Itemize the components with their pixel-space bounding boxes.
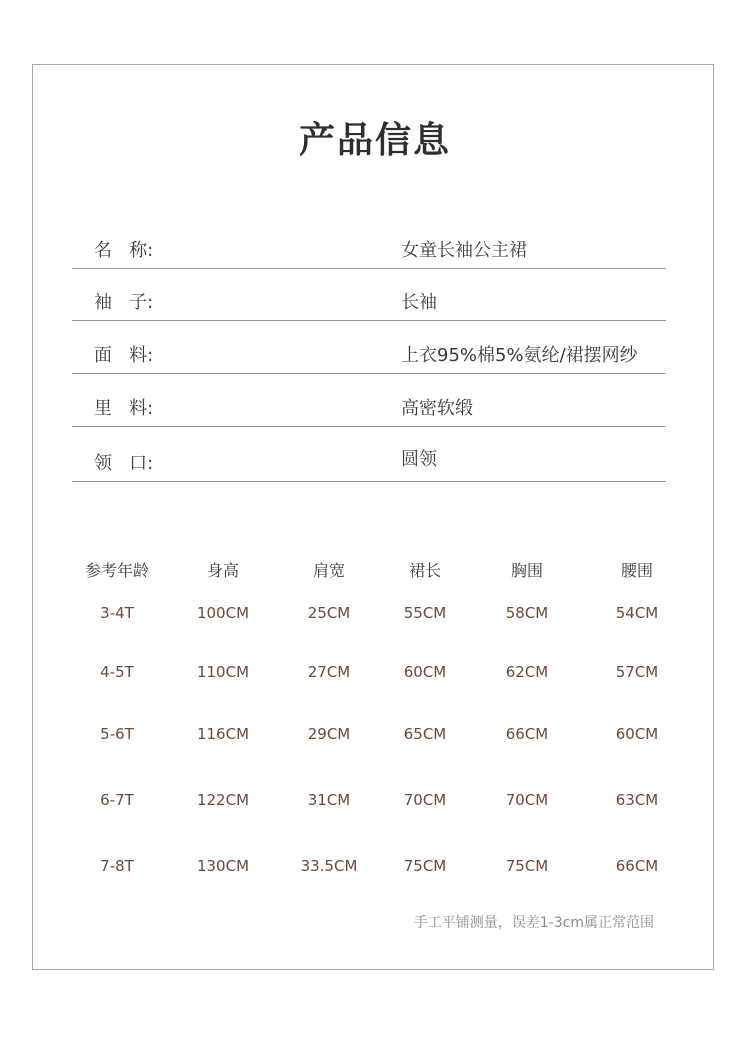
header-cell: 裙长 bbox=[408, 561, 441, 580]
info-value: 长袖 bbox=[401, 292, 437, 313]
table-cell: 116CM bbox=[196, 725, 250, 743]
info-label: 里 料: bbox=[94, 398, 154, 419]
info-value: 女童长袖公主裙 bbox=[401, 240, 527, 261]
table-cell: 75CM bbox=[403, 857, 447, 875]
header-cell: 参考年龄 bbox=[84, 561, 149, 580]
table-cell: 75CM bbox=[505, 857, 549, 875]
table-cell: 100CM bbox=[196, 604, 250, 622]
info-label: 名 称: bbox=[94, 240, 154, 261]
table-cell: 60CM bbox=[615, 725, 659, 743]
table-cell: 70CM bbox=[505, 791, 549, 809]
table-row bbox=[72, 791, 678, 815]
table-cell: 60CM bbox=[403, 663, 447, 681]
table-cell: 55CM bbox=[403, 604, 447, 622]
info-label: 领 口: bbox=[94, 453, 154, 474]
header-cell: 身高 bbox=[206, 561, 239, 580]
header-cell: 胸围 bbox=[510, 561, 543, 580]
table-cell: 6-7T bbox=[100, 791, 134, 809]
table-row bbox=[72, 725, 678, 749]
page-title: 产品信息 bbox=[298, 120, 451, 161]
info-row-collar bbox=[72, 451, 666, 482]
size-table-header bbox=[72, 558, 678, 582]
info-row-fabric bbox=[72, 343, 666, 374]
info-row-name bbox=[72, 238, 666, 269]
table-cell: 7-8T bbox=[100, 857, 134, 875]
info-row-lining bbox=[72, 396, 666, 427]
table-cell: 31CM bbox=[307, 791, 351, 809]
info-row-sleeve bbox=[72, 290, 666, 321]
table-cell: 66CM bbox=[615, 857, 659, 875]
table-cell: 130CM bbox=[196, 857, 250, 875]
info-value: 上衣95%棉5%氨纶/裙摆网纱 bbox=[401, 345, 638, 366]
table-cell: 4-5T bbox=[100, 663, 134, 681]
table-cell: 25CM bbox=[307, 604, 351, 622]
table-cell: 122CM bbox=[196, 791, 250, 809]
table-row bbox=[72, 604, 678, 628]
info-label: 袖 子: bbox=[94, 292, 154, 313]
header-cell: 腰围 bbox=[620, 561, 653, 580]
measurement-note: 手工平铺测量，误差1-3cm属正常范围 bbox=[413, 915, 654, 931]
table-cell: 66CM bbox=[505, 725, 549, 743]
info-value: 圆领 bbox=[401, 449, 437, 470]
table-cell: 58CM bbox=[505, 604, 549, 622]
info-value: 高密软缎 bbox=[401, 398, 473, 419]
table-cell: 54CM bbox=[615, 604, 659, 622]
table-cell: 63CM bbox=[615, 791, 659, 809]
table-cell: 3-4T bbox=[100, 604, 134, 622]
content-frame bbox=[32, 64, 714, 970]
table-cell: 62CM bbox=[505, 663, 549, 681]
info-label: 面 料: bbox=[94, 345, 154, 366]
header-cell: 肩宽 bbox=[312, 561, 345, 580]
table-cell: 57CM bbox=[615, 663, 659, 681]
table-cell: 27CM bbox=[307, 663, 351, 681]
table-cell: 33.5CM bbox=[300, 857, 358, 875]
table-row bbox=[72, 663, 678, 687]
table-cell: 65CM bbox=[403, 725, 447, 743]
table-cell: 5-6T bbox=[100, 725, 134, 743]
table-row bbox=[72, 857, 678, 881]
table-cell: 70CM bbox=[403, 791, 447, 809]
table-cell: 29CM bbox=[307, 725, 351, 743]
table-cell: 110CM bbox=[196, 663, 250, 681]
